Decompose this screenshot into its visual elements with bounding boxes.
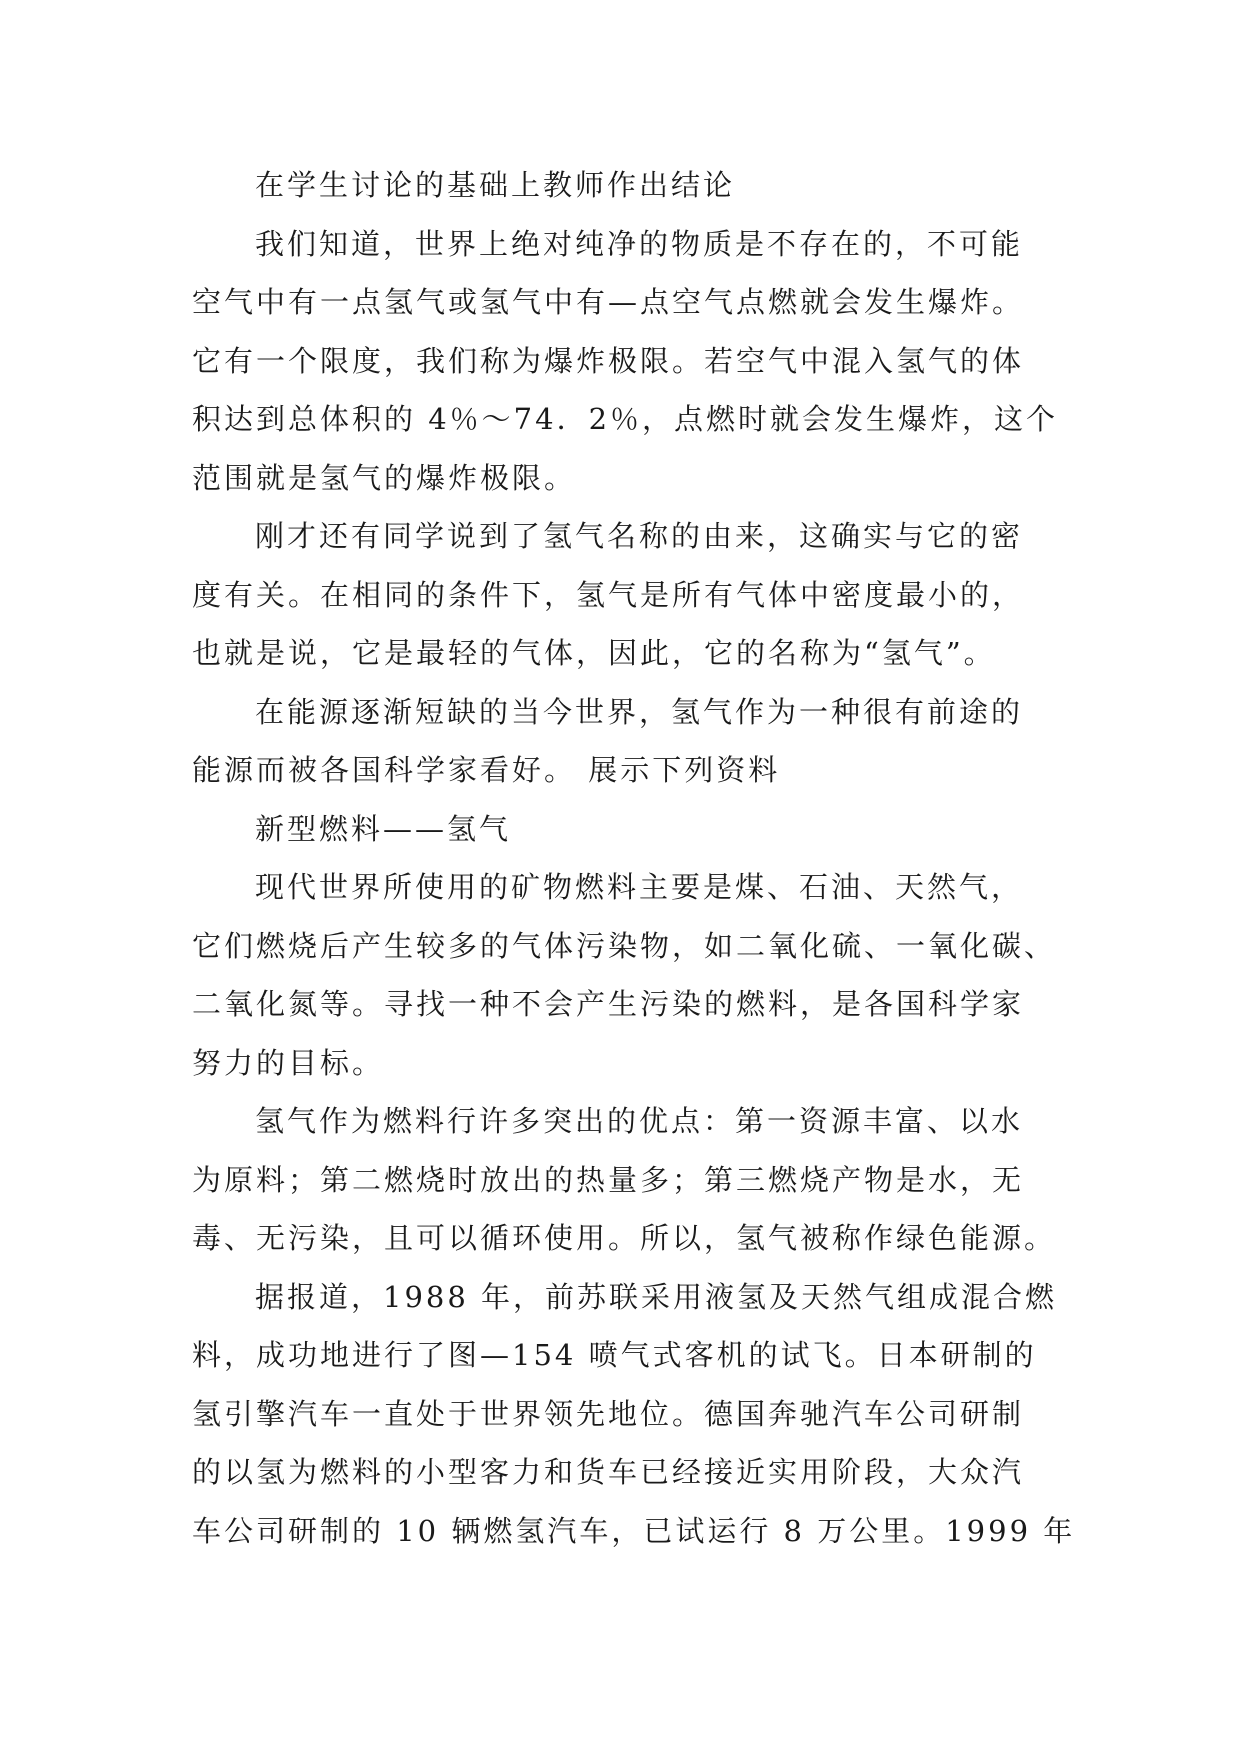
text-line: 车公司研制的 10 辆燃氢汽车，已试运行 8 万公里。1999 年	[192, 1513, 1076, 1548]
text-line: 为原料；第二燃烧时放出的热量多；第三燃烧产物是水，无	[192, 1162, 1025, 1197]
text-line: 空气中有一点氢气或氢气中有—点空气点燃就会发生爆炸。	[192, 285, 1025, 319]
text-line: 二氧化氮等。寻找一种不会产生污染的燃料，是各国科学家	[192, 987, 1025, 1021]
text-line: 料，成功地进行了图—154 喷气式客机的试飞。日本研制的	[192, 1338, 1037, 1372]
text-line: 积达到总体积的 4％～74．2％，点燃时就会发生爆炸，这个	[192, 402, 1059, 436]
text-line: 它们燃烧后产生较多的气体污染物，如二氧化硫、一氧化碳、	[192, 928, 1057, 963]
text-line: 毒、无污染，且可以循环使用。所以，氢气被称作绿色能源。	[192, 1221, 1057, 1255]
text-line: 努力的目标。	[192, 1045, 385, 1080]
text-line: 在能源逐渐短缺的当今世界，氢气作为一种很有前途的	[255, 694, 1024, 729]
text-line: 氢引擎汽车一直处于世界领先地位。德国奔驰汽车公司研制	[192, 1396, 1025, 1431]
text-line: 刚才还有同学说到了氢气名称的由来，这确实与它的密	[255, 519, 1024, 553]
text-line: 的以氢为燃料的小型客力和货车已经接近实用阶段，大众汽	[192, 1455, 1025, 1489]
text-line: 在学生讨论的基础上教师作出结论	[255, 168, 736, 202]
text-line: 氢气作为燃料行许多突出的优点：第一资源丰富、以水	[255, 1104, 1024, 1138]
text-line: 它有一个限度，我们称为爆炸极限。若空气中混入氢气的体	[192, 343, 1025, 378]
text-line: 能源而被各国科学家看好。 展示下列资料	[192, 753, 781, 787]
text-line: 也就是说，它是最轻的气体，因此，它的名称为“氢气”。	[192, 636, 996, 670]
text-line: 新型燃料——氢气	[255, 811, 512, 846]
text-line: 现代世界所使用的矿物燃料主要是煤、石油、天然气，	[255, 870, 1024, 904]
text-line: 范围就是氢气的爆炸极限。	[192, 460, 577, 495]
text-line: 据报道，1988 年，前苏联采用液氢及天然气组成混合燃	[255, 1279, 1058, 1314]
text-line: 我们知道，世界上绝对纯净的物质是不存在的，不可能	[255, 226, 1024, 261]
text-line: 度有关。在相同的条件下，氢气是所有气体中密度最小的，	[192, 577, 1025, 612]
document-body	[192, 156, 1076, 1560]
